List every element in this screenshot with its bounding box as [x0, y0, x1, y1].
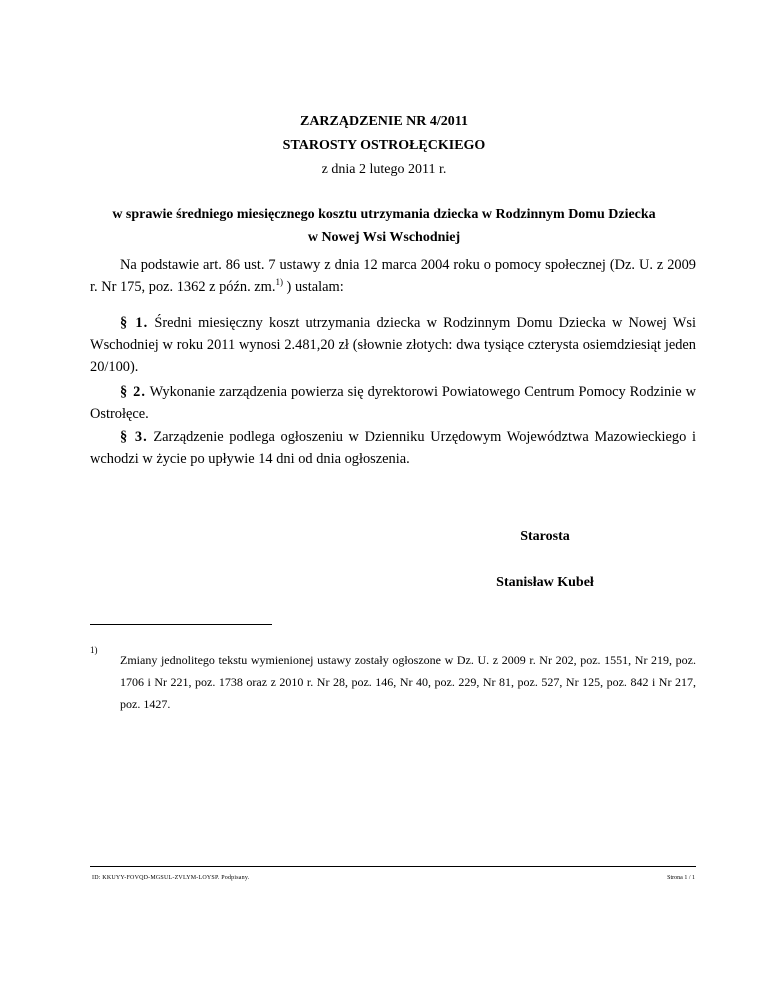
document-date: z dnia 2 lutego 2011 r.	[321, 162, 447, 177]
legal-basis-text: Na podstawie art. 86 ust. 7 ustawy z dnia 12 marca 2004 roku o pomocy społecznej (Dz. U. z 2009 r. Nr 175, poz. 1362 z późn. zm.	[90, 257, 696, 295]
footnote-mark: 1)	[90, 645, 98, 655]
footnote-reference: 1)	[275, 277, 283, 288]
paragraph-2	[90, 381, 696, 425]
paragraph-2-symbol: § 2.	[120, 384, 146, 400]
paragraph-1-text: Średni miesięczny koszt utrzymania dziecka w Rodzinnym Domu Dziecka w Nowej Wsi Wschodniej w roku 2011 wynosi 2.481,20 zł (słownie złotych: dwa tysiące czterysta osiemdziesiąt jeden 20/100).	[90, 315, 696, 375]
issuer-title: STAROSTY OSTROŁĘCKIEGO	[282, 138, 486, 153]
signature-role: Starosta	[520, 529, 570, 544]
legal-basis-ending: ) ustalam:	[282, 279, 344, 295]
subject-line-2: w Nowej Wsi Wschodniej	[307, 230, 461, 245]
paragraph-3-symbol: § 3.	[120, 429, 148, 445]
paragraph-1-symbol: § 1.	[120, 315, 149, 331]
paragraph-2-text: Wykonanie zarządzenia powierza się dyrektorowi Powiatowego Centrum Pomocy Rodzinie w Ostrołęce.	[90, 384, 696, 422]
footer-document-id: ID: KKUYY-FOVQD-MGSUL-ZVLYM-LOYSP. Podpisany.	[92, 875, 250, 881]
footnote-text: Zmiany jednolitego tekstu wymienionej ustawy zostały ogłoszone w Dz. U. z 2009 r. Nr 202, poz. 1551, Nr 219, poz. 1706 i Nr 221, poz. 1738 oraz z 2010 r. Nr 28, poz. 146, Nr 40, poz. 229, Nr 81, poz. 527, Nr 125, poz. 842 i Nr 217, poz. 1427.	[120, 653, 696, 711]
paragraph-1	[90, 312, 696, 378]
paragraph-3	[90, 426, 696, 470]
footer-page-number: Strona 1 / 1	[667, 875, 695, 881]
document-title: ZARZĄDZENIE NR 4/2011	[299, 114, 469, 129]
footer-separator	[90, 866, 696, 867]
subject-line-1: w sprawie średniego miesięcznego kosztu utrzymania dziecka w Rodzinnym Domu Dziecka	[112, 207, 656, 222]
legal-basis-paragraph	[90, 254, 696, 298]
signature-name: Stanisław Kubeł	[496, 575, 594, 590]
paragraph-3-text: Zarządzenie podlega ogłoszeniu w Dzienniku Urzędowym Województwa Mazowieckiego i wchodzi w życie po upływie 14 dni od dnia ogłoszenia.	[90, 429, 696, 467]
footnote-separator	[90, 624, 272, 625]
